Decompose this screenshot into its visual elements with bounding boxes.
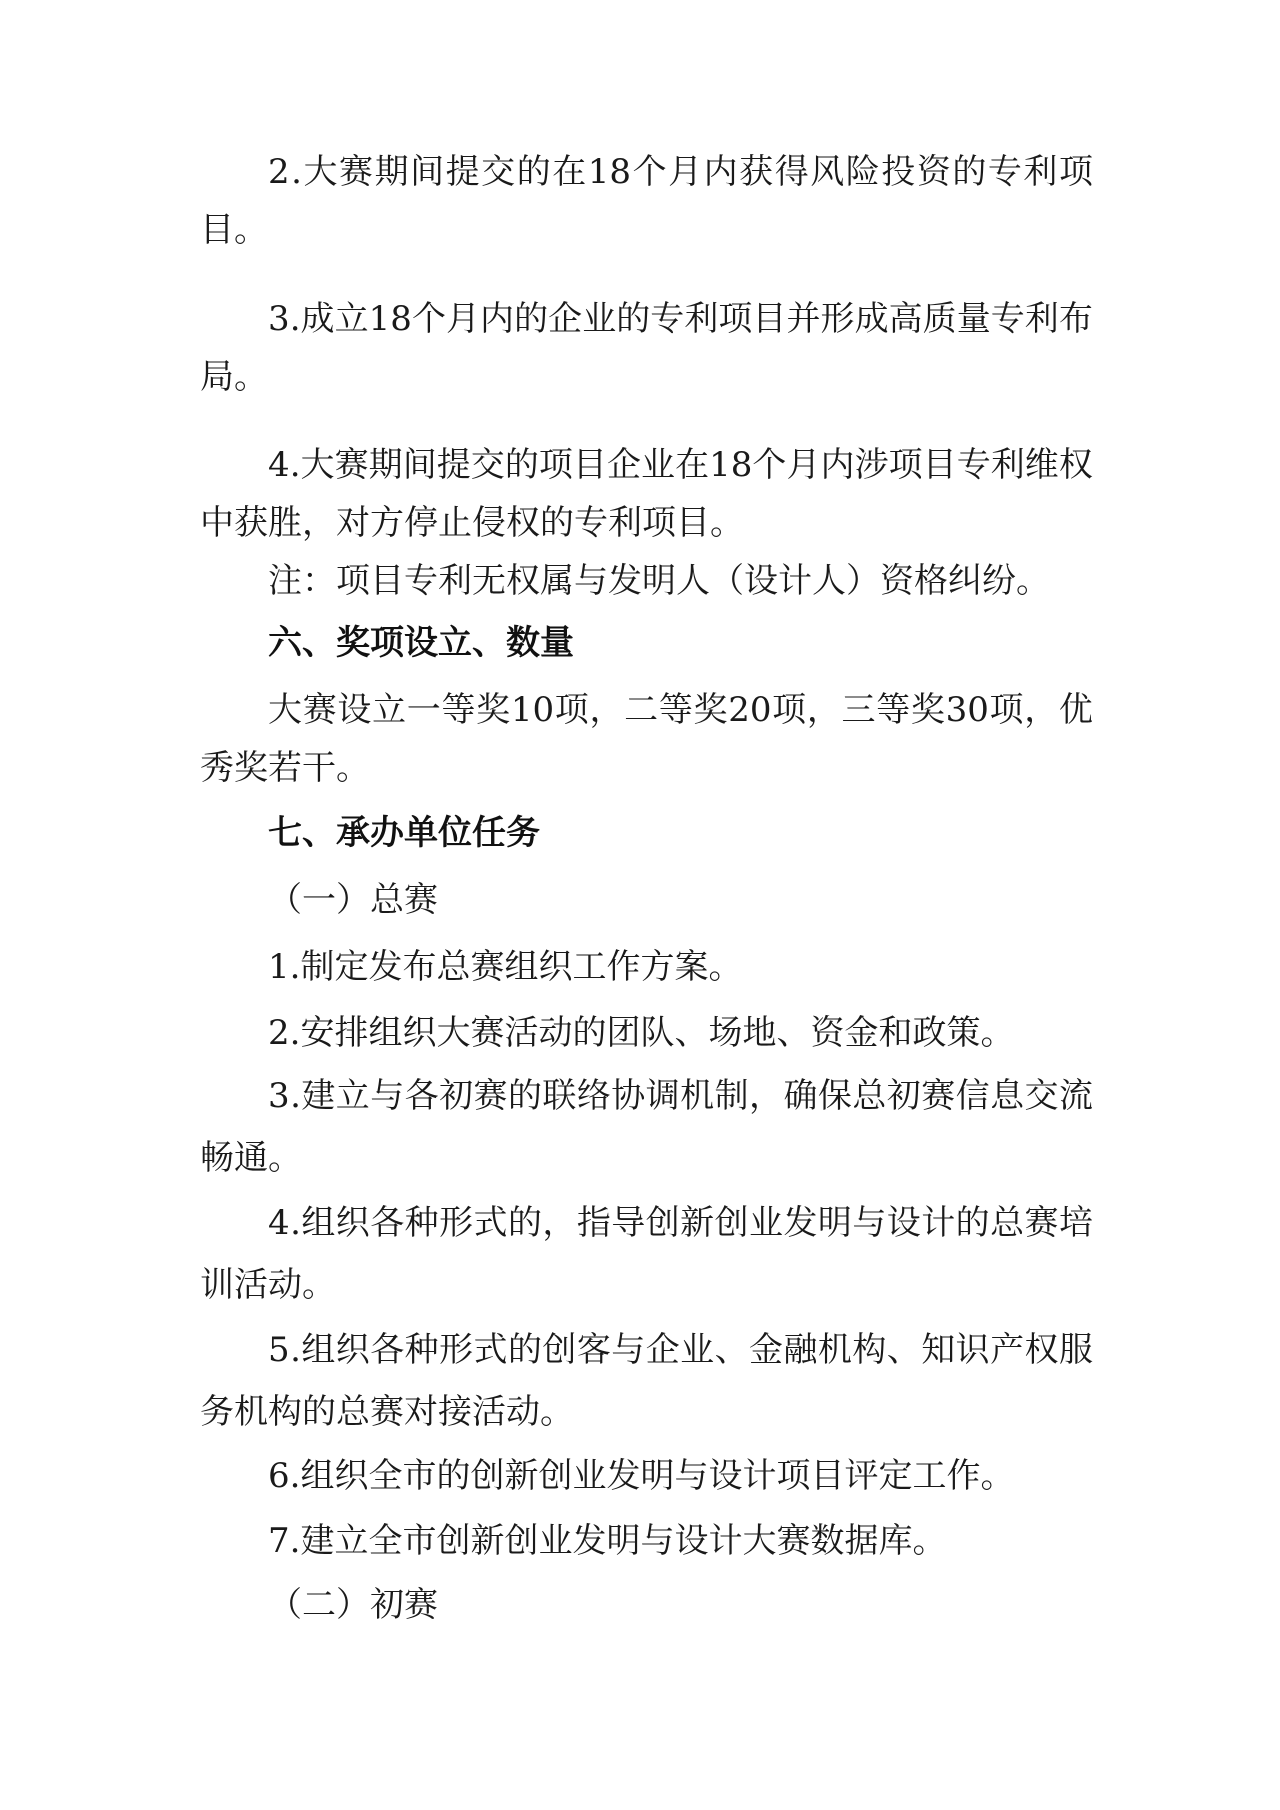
task-2-line: 2.安排组织大赛活动的团队、场地、资金和政策。: [268, 1013, 1015, 1053]
task-4-line-2: 训活动。: [200, 1265, 336, 1305]
awards-line-2: 秀奖若干。: [200, 748, 370, 788]
section-7-heading: 七、承办单位任务: [268, 813, 540, 853]
clause-3-line-1: 3 . 成 立 18 个 月 内 的 企 业 的 专 利 项 目 并 形 成 高 质 量 专 利 布: [268, 299, 1093, 339]
clause-2-line-1: 2 . 大 赛 期 间 提 交 的 在 18 个 月 内 获 得 风 险 投 资 的 专 利 项: [268, 152, 1093, 192]
section-6-heading: 六、奖项设立、数量: [268, 623, 574, 663]
awards-line-1: 大 赛 设 立 一 等 奖 10 项 ， 二 等 奖 20 项 ， 三 等 奖 30 项 ， 优: [268, 690, 1093, 730]
clause-4-line-2: 中获胜，对方停止侵权的专利项目。: [200, 503, 744, 543]
task-1-line: 1.制定发布总赛组织工作方案。: [268, 947, 743, 987]
task-4-line-1: 4 . 组 织 各 种 形 式 的 ， 指 导 创 新 创 业 发 明 与 设 计 的 总 赛 培: [268, 1203, 1093, 1243]
task-5-line-2: 务机构的总赛对接活动。: [200, 1392, 574, 1432]
clause-3-line-2: 局。: [200, 357, 268, 397]
task-3-line-2: 畅通。: [200, 1138, 302, 1178]
note-line: 注：项目专利无权属与发明人（设计人）资格纠纷。: [268, 561, 1050, 601]
clause-4-line-1: 4 . 大 赛 期 间 提 交 的 项 目 企 业 在 18 个 月 内 涉 项 目 专 利 维 权: [268, 445, 1093, 485]
task-6-line: 6.组织全市的创新创业发明与设计项目评定工作。: [268, 1456, 1015, 1496]
task-3-line-1: 3 . 建 立 与 各 初 赛 的 联 络 协 调 机 制 ， 确 保 总 初 赛 信 息 交 流: [268, 1076, 1093, 1116]
task-5-line-1: 5 . 组 织 各 种 形 式 的 创 客 与 企 业 、 金 融 机 构 、 知 识 产 权 服: [268, 1330, 1093, 1370]
subsection-2-heading: （二）初赛: [268, 1585, 438, 1625]
clause-2-line-2: 目。: [200, 210, 268, 250]
subsection-1-heading: （一）总赛: [268, 880, 438, 920]
task-7-line: 7.建立全市创新创业发明与设计大赛数据库。: [268, 1521, 947, 1561]
